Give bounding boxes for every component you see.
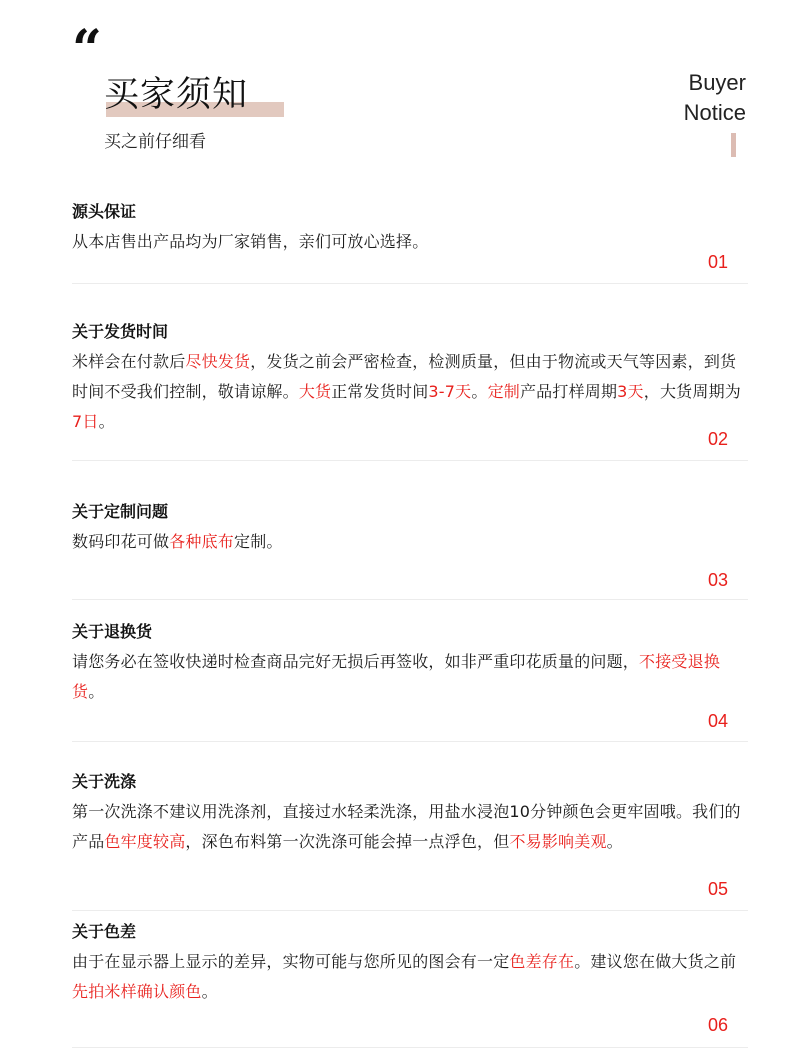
section-number: 06 [707,1015,728,1035]
body-text: 。 [606,832,623,851]
english-title-line-2: Notice [683,100,746,125]
body-text: 产品打样周期 [519,382,618,401]
highlight-text: 各种底布 [169,532,235,551]
body-text: 。 [98,412,115,431]
body-text: ，深色布料第一次洗涤可能会掉一点浮色，但 [185,832,510,851]
section-body [72,647,748,707]
section-heading: 关于发货时间 [72,322,169,341]
highlight-text: 大货 [298,382,332,401]
body-text: 米样会在付款后 [72,352,186,371]
body-text: ，发货之前会严密检查，检测质量，但由于物流或天气等因素，到货时间不受我们控制，敬请谅解。 [72,352,737,401]
english-title-line-1: Buyer [688,70,746,95]
section-number: 01 [707,252,728,272]
section-color-difference [72,917,748,1048]
highlight-text: 3-7天 [428,382,472,401]
section-source-guarantee [72,197,748,284]
section-body [72,527,748,557]
body-text: 。 [471,382,488,401]
body-text: ，大货周期为 [643,382,741,401]
page-title: 买家须知 [104,75,249,115]
section-heading: 关于定制问题 [72,502,169,521]
highlight-text: 不接受退换货 [72,652,721,701]
section-number: 04 [707,711,728,731]
section-customization [72,497,748,600]
body-text: 第一次洗涤不建议用洗涤剂，直接过水轻柔洗涤，用盐水浸泡10分钟颜色会更牢固哦。我们的产品 [72,802,741,851]
section-body [72,347,748,437]
body-text: 数码印花可做 [72,532,170,551]
section-heading: 关于色差 [72,922,137,941]
section-returns [72,617,748,742]
highlight-text: 3天 [617,382,644,401]
highlight-text: 7日 [72,412,99,431]
body-text: 正常发货时间 [331,382,429,401]
section-heading: 关于退换货 [72,622,153,641]
body-text: 。 [201,982,218,1001]
body-text: 从本店售出产品均为厂家销售，亲们可放心选择。 [72,232,429,251]
section-number: 02 [707,429,728,449]
page-subtitle: 买之前仔细看 [104,132,206,152]
body-text: 定制。 [234,532,283,551]
section-body [72,797,748,857]
highlight-text: 定制 [487,382,520,401]
highlight-text: 不易影响美观 [509,832,607,851]
english-title [684,68,746,128]
section-washing [72,767,748,911]
section-shipping-time [72,317,748,461]
body-text: 。 [88,682,105,701]
highlight-text: 色差存在 [509,952,575,971]
section-heading: 关于洗涤 [72,772,137,791]
section-number: 05 [707,879,728,899]
title-block [104,72,248,118]
highlight-text: 尽快发货 [185,352,251,371]
section-heading: 源头保证 [72,202,137,221]
section-number: 03 [707,570,728,590]
highlight-text: 色牢度较高 [104,832,186,851]
section-body [72,227,748,257]
section-body [72,947,748,1007]
body-text: 由于在显示器上显示的差异，实物可能与您所见的图会有一定 [72,952,510,971]
english-title-accent-bar [731,133,736,157]
body-text: 请您务必在签收快递时检查商品完好无损后再签收，如非严重印花质量的问题， [72,652,640,671]
highlight-text: 先拍米样确认颜色 [72,982,202,1001]
quote-mark-icon: “ [72,19,102,80]
body-text: 。建议您在做大货之前 [574,952,737,971]
